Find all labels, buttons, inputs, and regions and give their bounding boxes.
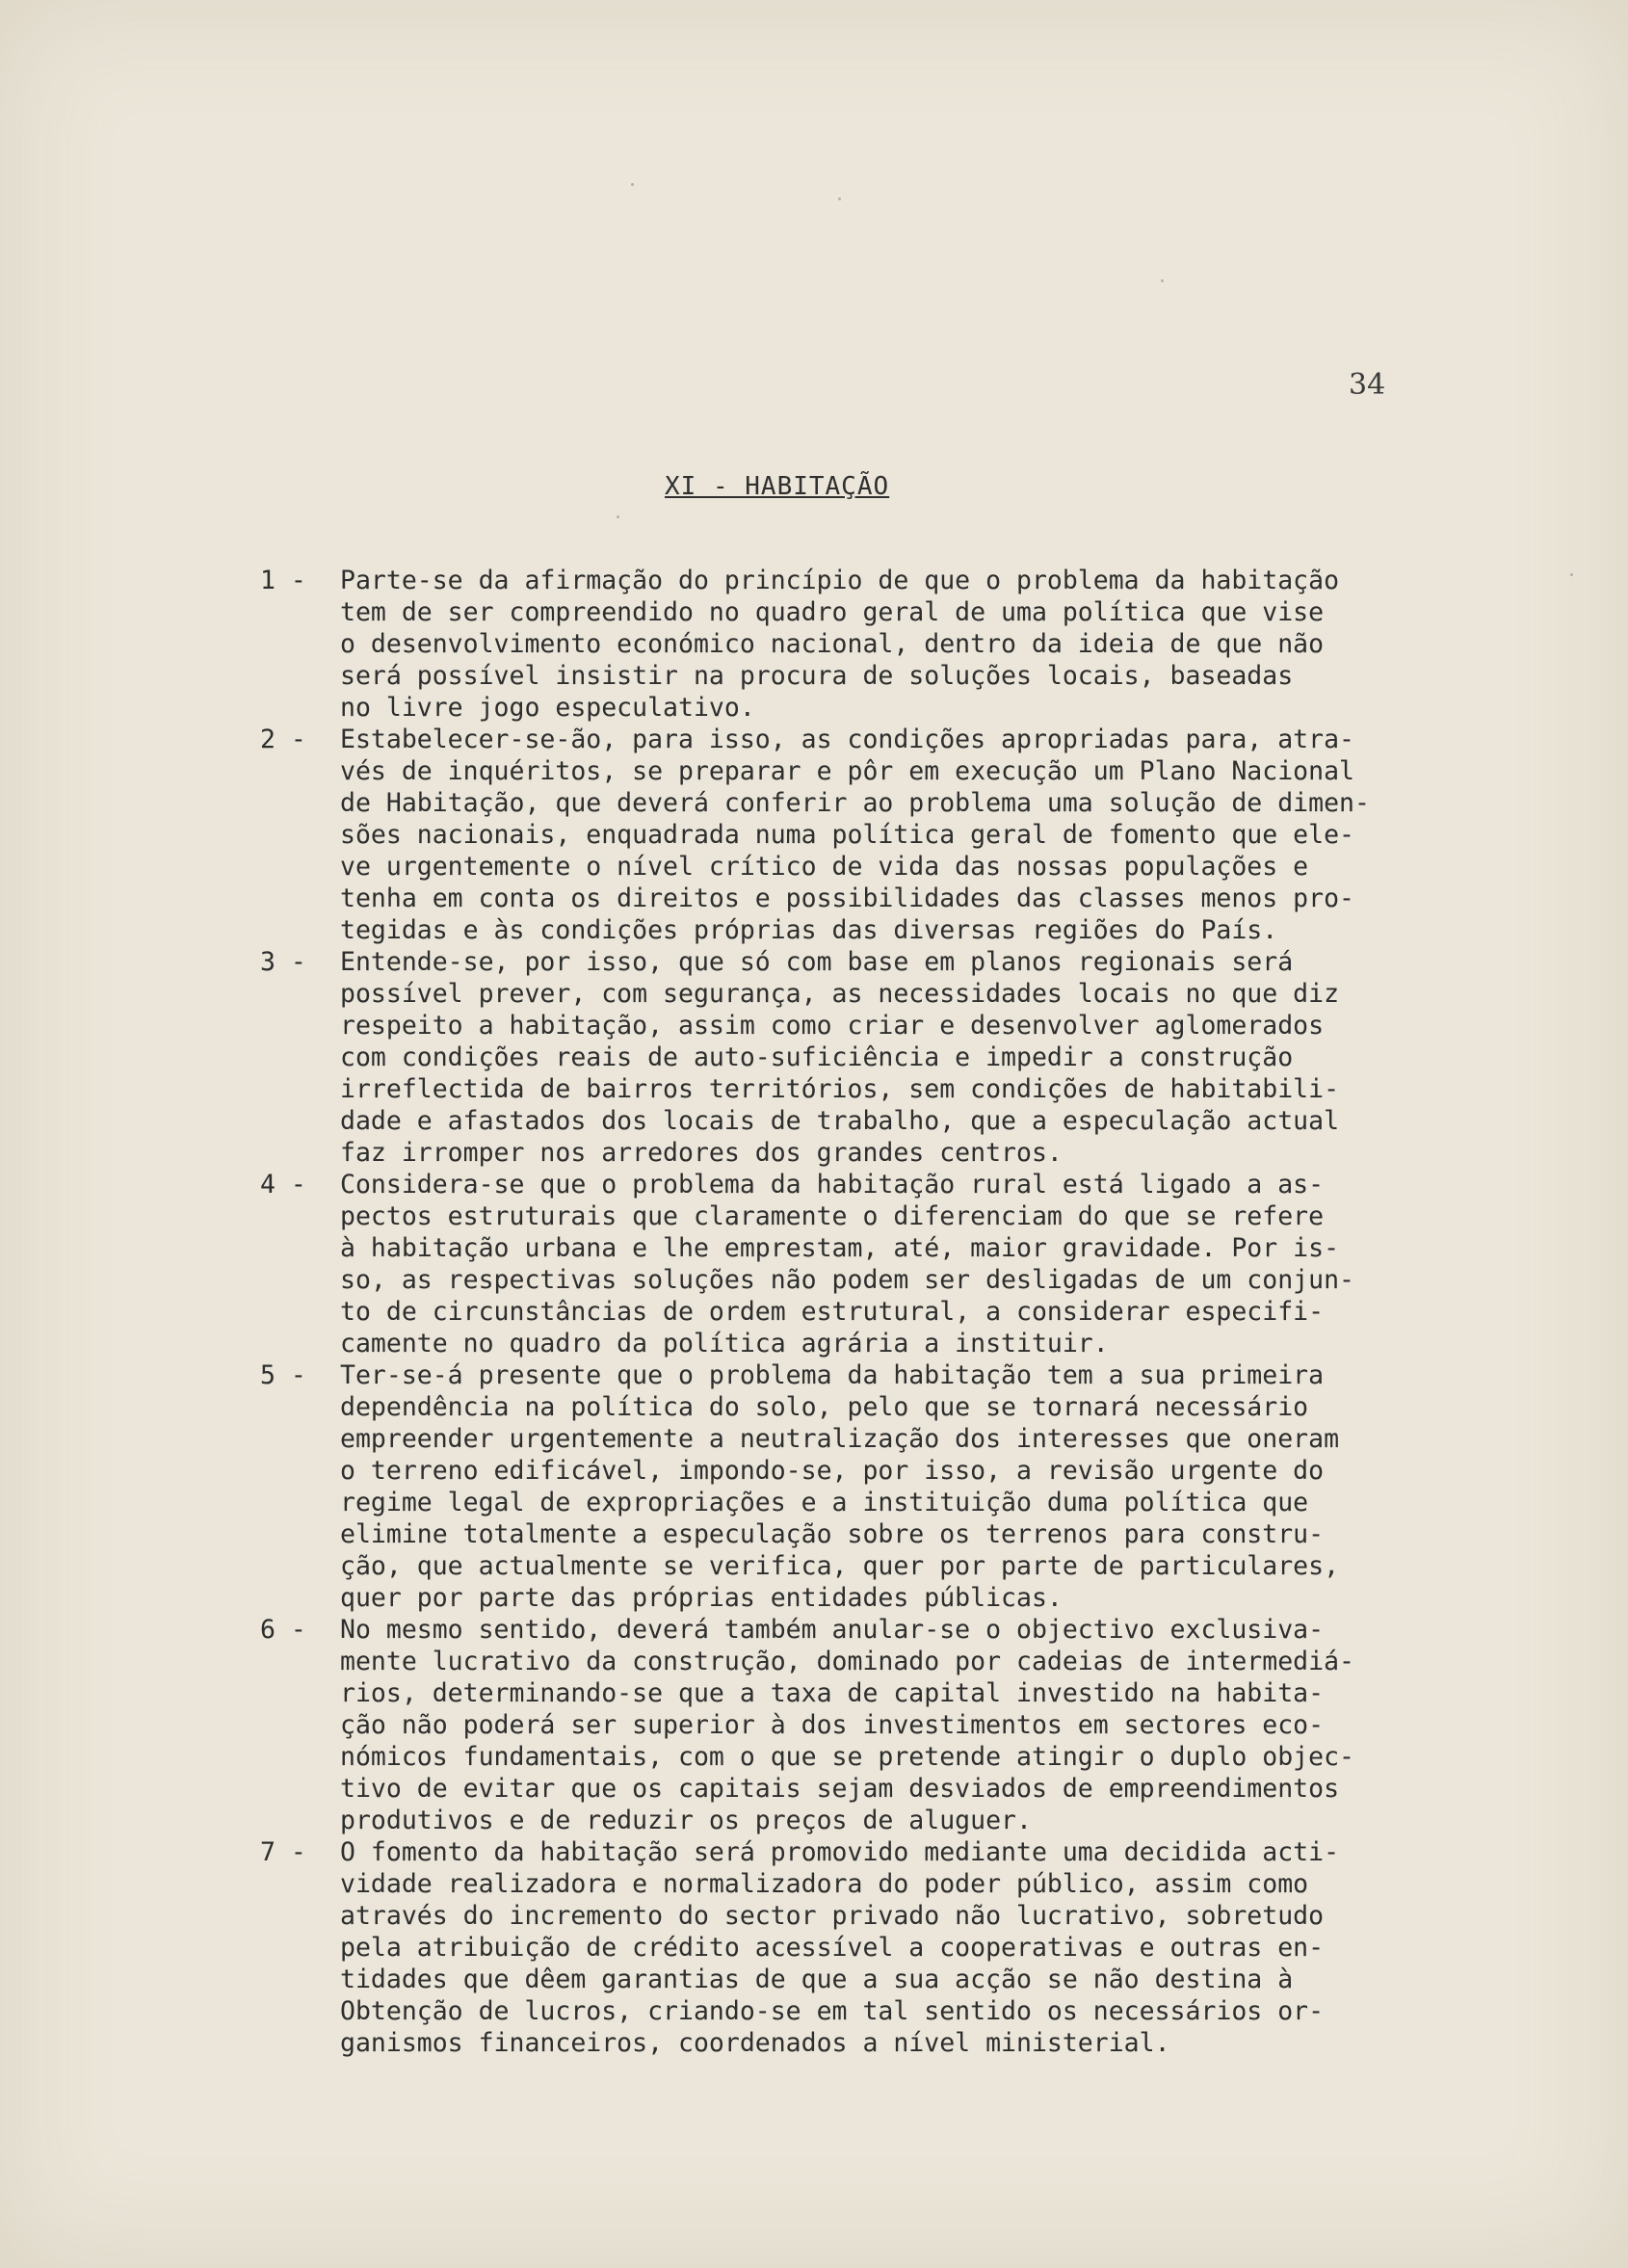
- text-line: tidades que dêem garantias de que a sua acção se não destina à: [340, 1965, 1294, 1994]
- text-line: rios, determinando-se que a taxa de capital investido na habita-: [340, 1678, 1325, 1708]
- text-line: ganismos financeiros, coordenados a nível ministerial.: [340, 2028, 1170, 2058]
- text-line: irreflectida de bairros territórios, sem condições de habitabili-: [340, 1074, 1340, 1104]
- item-text: [340, 1614, 1493, 1836]
- paper-speck: [631, 183, 634, 186]
- item-text: [340, 1169, 1493, 1359]
- text-line: o terreno edificável, impondo-se, por isso, a revisão urgente do: [340, 1456, 1325, 1486]
- item-text: [340, 1836, 1493, 2059]
- text-line: O fomento da habitação será promovido mediante uma decidida acti-: [340, 1837, 1340, 1867]
- paper-speck: [838, 198, 841, 200]
- text-line: regime legal de expropriações e a instituição duma política que: [340, 1488, 1309, 1517]
- list-item-2: [260, 724, 1493, 946]
- paper-speck: [617, 515, 619, 518]
- item-number: 2 -: [260, 725, 306, 754]
- paper-speck: [1570, 573, 1573, 576]
- list-item-7: [260, 1836, 1493, 2059]
- text-line: to de circunstâncias de ordem estrutural, a considerar especifi-: [340, 1297, 1325, 1327]
- item-number: 5 -: [260, 1360, 306, 1390]
- text-line: so, as respectivas soluções não podem ser desligadas de um conjun-: [340, 1265, 1354, 1295]
- text-line: tem de ser compreendido no quadro geral de uma política que vise: [340, 597, 1325, 627]
- paper-speck: [1161, 279, 1164, 282]
- item-text: [340, 724, 1493, 946]
- text-line: dade e afastados dos locais de trabalho, que a especulação actual: [340, 1106, 1340, 1136]
- text-line: tivo de evitar que os capitais sejam desviados de empreendimentos: [340, 1774, 1340, 1804]
- section-heading: XI - HABITAÇÃO: [665, 472, 890, 501]
- item-number: 1 -: [260, 566, 306, 595]
- text-line: através do incremento do sector privado não lucrativo, sobretudo: [340, 1901, 1325, 1931]
- text-line: com condições reais de auto-suficiência e impedir a construção: [340, 1042, 1294, 1072]
- page-number: 34: [1349, 368, 1386, 402]
- text-line: vidade realizadora e normalizadora do poder público, assim como: [340, 1869, 1309, 1899]
- text-line: faz irromper nos arredores dos grandes centros.: [340, 1138, 1063, 1168]
- text-line: de Habitação, que deverá conferir ao problema uma solução de dimen-: [340, 788, 1370, 818]
- text-line: quer por parte das próprias entidades públicas.: [340, 1583, 1063, 1613]
- text-line: Considera-se que o problema da habitação rural está ligado a as-: [340, 1170, 1325, 1200]
- item-text: [340, 1359, 1493, 1614]
- list-item-1: [260, 565, 1493, 724]
- text-line: vés de inquéritos, se preparar e pôr em execução um Plano Nacional: [340, 756, 1354, 786]
- text-line: será possível insistir na procura de soluções locais, baseadas: [340, 661, 1294, 691]
- item-number: 3 -: [260, 947, 306, 977]
- list-item-6: [260, 1614, 1493, 1836]
- text-line: tenha em conta os direitos e possibilidades das classes menos pro-: [340, 883, 1354, 913]
- text-line: o desenvolvimento económico nacional, dentro da ideia de que não: [340, 629, 1325, 659]
- text-line: respeito a habitação, assim como criar e desenvolver aglomerados: [340, 1011, 1325, 1041]
- text-line: possível prever, com segurança, as necessidades locais no que diz: [340, 979, 1340, 1009]
- text-line: nómicos fundamentais, com o que se pretende atingir o duplo objec-: [340, 1742, 1354, 1772]
- text-line: elimine totalmente a especulação sobre os terrenos para constru-: [340, 1519, 1325, 1549]
- list-item-4: [260, 1169, 1493, 1359]
- item-number: 6 -: [260, 1615, 306, 1645]
- text-line: Ter-se-á presente que o problema da habitação tem a sua primeira: [340, 1360, 1325, 1390]
- text-line: No mesmo sentido, deverá também anular-se o objectivo exclusiva-: [340, 1615, 1325, 1645]
- text-line: sões nacionais, enquadrada numa política geral de fomento que ele-: [340, 820, 1354, 850]
- text-line: Parte-se da afirmação do princípio de que o problema da habitação: [340, 566, 1340, 595]
- item-text: [340, 565, 1493, 724]
- text-line: ção, que actualmente se verifica, quer por parte de particulares,: [340, 1551, 1340, 1581]
- text-line: Entende-se, por isso, que só com base em planos regionais será: [340, 947, 1294, 977]
- item-number: 7 -: [260, 1837, 306, 1867]
- text-line: mente lucrativo da construção, dominado por cadeias de intermediá-: [340, 1647, 1354, 1676]
- text-line: pela atribuição de crédito acessível a cooperativas e outras en-: [340, 1933, 1325, 1963]
- numbered-list: [260, 565, 1493, 2059]
- item-number: 4 -: [260, 1170, 306, 1200]
- text-line: Estabelecer-se-ão, para isso, as condições apropriadas para, atra-: [340, 725, 1354, 754]
- text-line: no livre jogo especulativo.: [340, 693, 755, 723]
- text-line: ve urgentemente o nível crítico de vida das nossas populações e: [340, 852, 1309, 882]
- list-item-5: [260, 1359, 1493, 1614]
- text-line: produtivos e de reduzir os preços de aluguer.: [340, 1806, 1032, 1835]
- item-text: [340, 946, 1493, 1169]
- text-line: dependência na política do solo, pelo que se tornará necessário: [340, 1392, 1309, 1422]
- text-line: tegidas e às condições próprias das diversas regiões do País.: [340, 915, 1278, 945]
- text-line: à habitação urbana e lhe emprestam, até, maior gravidade. Por is-: [340, 1233, 1340, 1263]
- text-line: camente no quadro da política agrária a instituir.: [340, 1329, 1109, 1358]
- text-line: Obtenção de lucros, criando-se em tal sentido os necessários or-: [340, 1996, 1325, 2026]
- text-line: ção não poderá ser superior à dos investimentos em sectores eco-: [340, 1710, 1325, 1740]
- list-item-3: [260, 946, 1493, 1169]
- text-line: pectos estruturais que claramente o diferenciam do que se refere: [340, 1201, 1325, 1231]
- text-line: empreender urgentemente a neutralização dos interesses que oneram: [340, 1424, 1340, 1454]
